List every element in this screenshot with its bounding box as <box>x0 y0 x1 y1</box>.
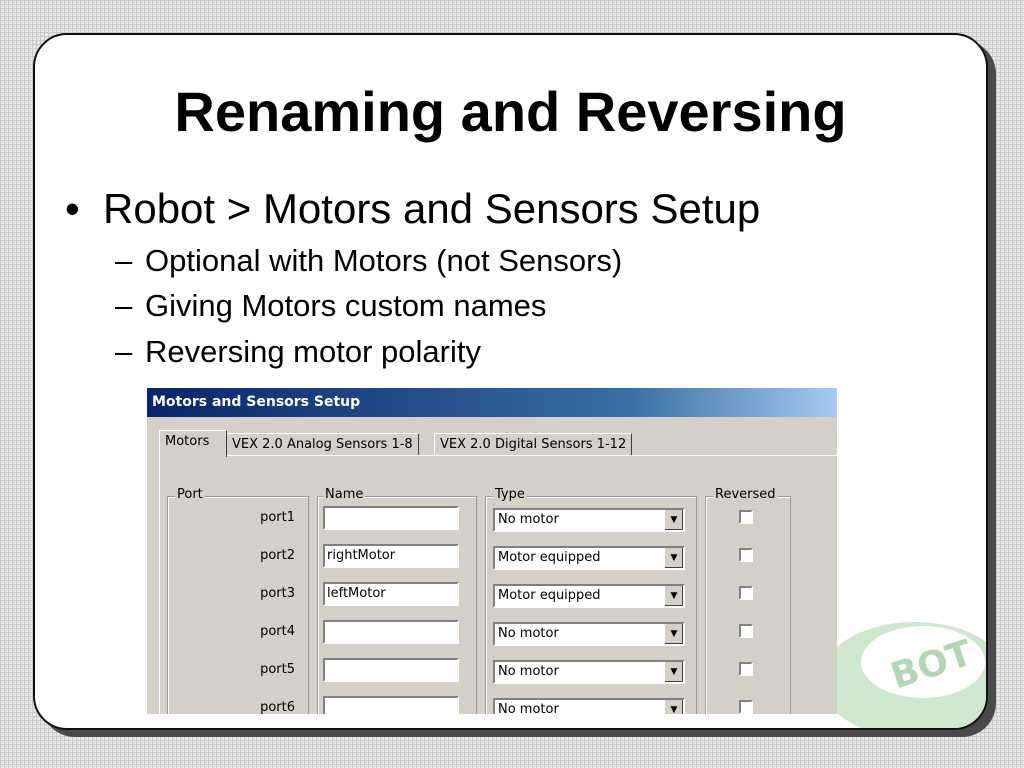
tab-analog-sensors[interactable]: VEX 2.0 Analog Sensors 1-8 <box>226 433 419 456</box>
motor-type-value: Motor equipped <box>498 588 601 603</box>
port-label: port3 <box>260 586 295 601</box>
motor-name-input[interactable] <box>323 696 459 714</box>
dropdown-arrow-icon[interactable]: ▼ <box>664 510 683 530</box>
motor-name-input[interactable] <box>323 620 459 644</box>
sub-bullet-text: Optional with Motors (not Sensors) <box>145 243 623 278</box>
dropdown-arrow-icon[interactable]: ▼ <box>664 548 683 568</box>
bullet-main <box>65 185 760 233</box>
port-group <box>167 496 309 714</box>
motor-type-select[interactable] <box>493 622 685 646</box>
motor-type-select[interactable] <box>493 584 685 608</box>
reversed-checkbox[interactable] <box>739 700 753 714</box>
dropdown-arrow-icon[interactable]: ▼ <box>664 624 683 644</box>
sub-bullet <box>115 288 546 324</box>
reversed-checkbox[interactable] <box>739 662 753 676</box>
motor-name-input[interactable] <box>323 506 459 530</box>
motor-name-input[interactable]: leftMotor <box>323 582 459 606</box>
motor-type-select[interactable] <box>493 546 685 570</box>
name-column-header: Name <box>325 487 364 502</box>
reversed-column-header: Reversed <box>715 487 776 502</box>
sub-bullet-text: Giving Motors custom names <box>145 288 547 323</box>
motor-type-value: No motor <box>498 512 559 527</box>
tab-digital-sensors[interactable]: VEX 2.0 Digital Sensors 1-12 <box>434 433 632 456</box>
dropdown-arrow-icon[interactable]: ▼ <box>664 700 683 714</box>
slide <box>33 33 988 730</box>
reversed-checkbox[interactable] <box>739 586 753 600</box>
type-column-header: Type <box>495 487 525 502</box>
sub-marker: – <box>115 288 133 323</box>
bullet-text: Robot > Motors and Sensors Setup <box>103 185 761 232</box>
bullet-marker: • <box>65 185 80 232</box>
dropdown-arrow-icon[interactable]: ▼ <box>664 586 683 606</box>
port-label: port2 <box>260 548 295 563</box>
reversed-checkbox[interactable] <box>739 510 753 524</box>
sub-marker: – <box>115 334 133 369</box>
tab-motors[interactable]: Motors <box>159 430 227 457</box>
port-label: port1 <box>260 510 295 525</box>
motor-type-value: No motor <box>498 702 559 714</box>
port-column-header: Port <box>177 487 203 502</box>
dialog-titlebar: Motors and Sensors Setup <box>147 388 837 417</box>
logo-text: BOT <box>885 632 978 698</box>
port-label: port5 <box>260 662 295 677</box>
motor-type-select[interactable] <box>493 660 685 684</box>
motor-type-select[interactable] <box>493 508 685 532</box>
reversed-group <box>705 496 791 714</box>
motor-name-input[interactable] <box>323 658 459 682</box>
dropdown-arrow-icon[interactable]: ▼ <box>664 662 683 682</box>
motor-type-select[interactable] <box>493 698 685 714</box>
sub-marker: – <box>115 243 133 278</box>
motor-name-input[interactable]: rightMotor <box>323 544 459 568</box>
sub-bullet <box>115 243 622 279</box>
port-label: port6 <box>260 700 295 714</box>
motor-type-value: No motor <box>498 664 559 679</box>
motor-type-value: No motor <box>498 626 559 641</box>
slide-title: Renaming and Reversing <box>174 80 847 143</box>
sub-bullet <box>115 334 481 370</box>
port-label: port4 <box>260 624 295 639</box>
motor-type-value: Motor equipped <box>498 550 601 565</box>
reversed-checkbox[interactable] <box>739 548 753 562</box>
motors-sensors-dialog <box>147 388 837 714</box>
reversed-checkbox[interactable] <box>739 624 753 638</box>
sub-bullet-text: Reversing motor polarity <box>145 334 481 369</box>
